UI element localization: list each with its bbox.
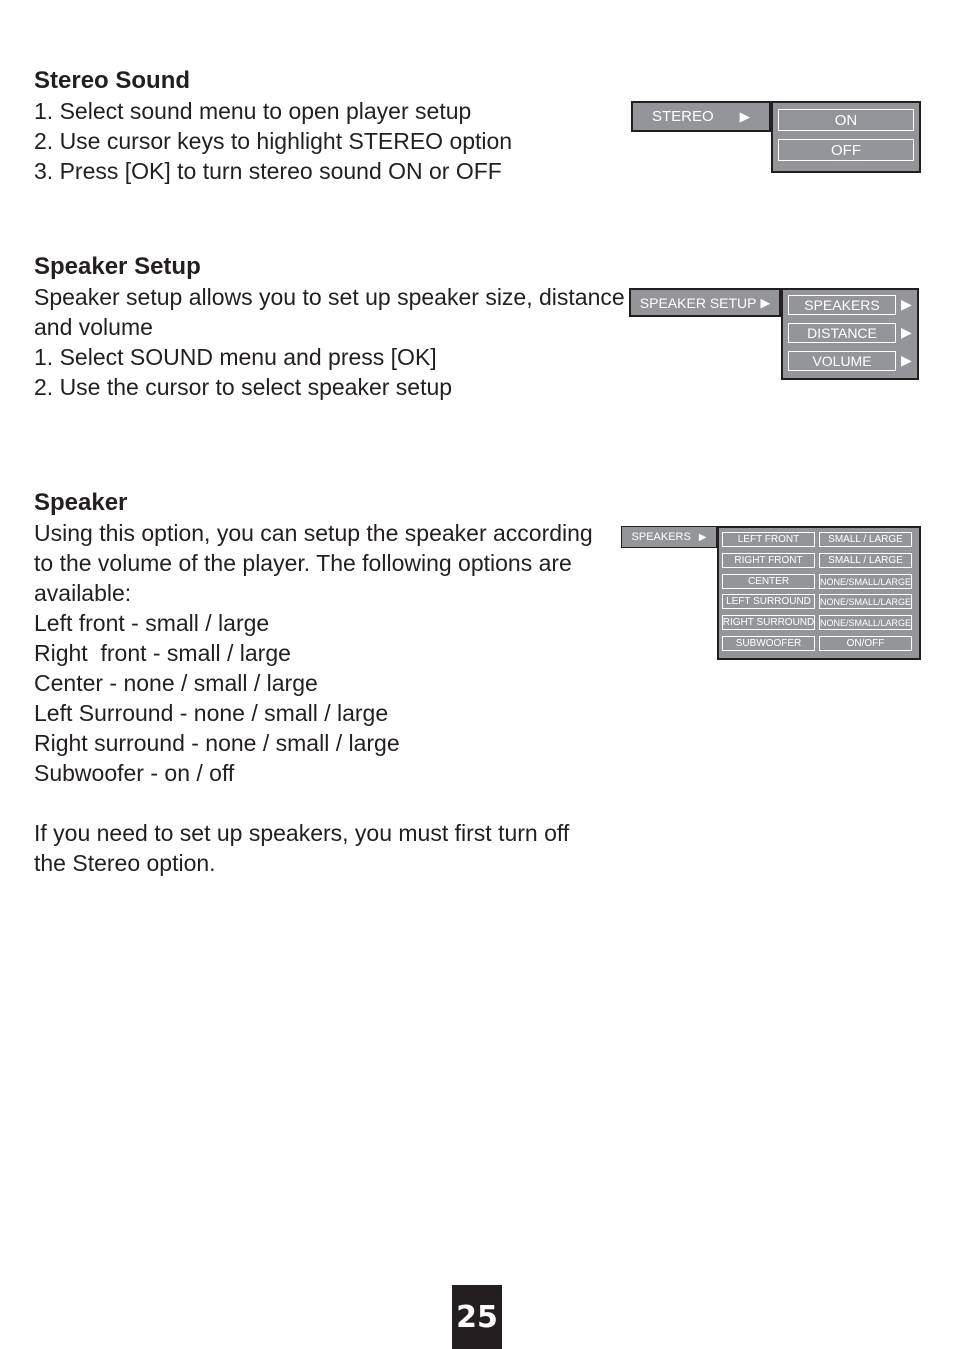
speaker-setup-options-panel — [781, 288, 919, 380]
speaker-line-9: Subwoofer - on / off — [34, 760, 235, 786]
speaker-setup-tab — [629, 288, 781, 317]
right-triangle-icon: ▶ — [760, 296, 771, 310]
speaker-line-1: Using this option, you can setup the speaker according — [34, 520, 593, 546]
speaker-row-name: CENTER — [722, 574, 815, 589]
speaker-line-4: Left front - small / large — [34, 610, 270, 636]
speaker-line-8: Right surround - none / small / large — [34, 730, 400, 756]
option-speakers: SPEAKERS — [788, 295, 896, 315]
speaker-row-value: SMALL / LARGE — [819, 532, 912, 547]
speaker-row-value: SMALL / LARGE — [819, 553, 912, 568]
speaker-line-7: Left Surround - none / small / large — [34, 700, 389, 726]
right-triangle-icon: ▶ — [901, 352, 912, 368]
speaker-row-name: RIGHT SURROUND — [722, 617, 815, 628]
stereo-sound-section — [34, 66, 512, 186]
option-volume: VOLUME — [788, 351, 896, 371]
speaker-row-name: SUBWOOFER — [722, 636, 815, 651]
speaker-note-line-2: the Stereo option. — [34, 850, 216, 876]
option-distance: DISTANCE — [788, 323, 896, 343]
speaker-line-2: to the volume of the player. The following options are — [34, 550, 572, 576]
stereo-options-panel — [771, 101, 921, 173]
stereo-option-off: OFF — [778, 139, 914, 161]
speaker-row-name: LEFT FRONT — [722, 532, 815, 547]
speaker-row-name: RIGHT FRONT — [722, 553, 815, 568]
speaker-row-value: ON/OFF — [819, 636, 912, 651]
speaker-line-3: available: — [34, 580, 132, 606]
right-triangle-icon: ▶ — [739, 108, 751, 124]
stereo-step-1: 1. Select sound menu to open player setup — [34, 98, 472, 124]
speakers-options-panel — [717, 526, 921, 660]
speaker-heading: Speaker — [34, 489, 128, 516]
right-triangle-icon: ▶ — [901, 296, 912, 312]
speaker-setup-section — [34, 252, 625, 402]
speaker-setup-line-3: 1. Select SOUND menu and press [OK] — [34, 344, 437, 370]
speaker-setup-line-1: Speaker setup allows you to set up speaker size, distance — [34, 284, 625, 310]
speaker-setup-heading: Speaker Setup — [34, 253, 201, 280]
speaker-note-line-1: If you need to set up speakers, you must first turn off — [34, 820, 570, 846]
speaker-row-value: NONE/SMALL/LARGE — [819, 594, 912, 609]
right-triangle-icon: ▶ — [901, 324, 912, 340]
stereo-step-2: 2. Use cursor keys to highlight STEREO option — [34, 128, 513, 154]
speaker-row-value: NONE/SMALL/LARGE — [819, 615, 912, 630]
stereo-option-on: ON — [778, 109, 914, 131]
right-triangle-icon: ▶ — [698, 531, 707, 543]
speaker-setup-line-2: and volume — [34, 314, 153, 340]
speaker-row-value: NONE/SMALL/LARGE — [819, 574, 912, 589]
speaker-line-5: Right front - small / large — [34, 640, 291, 666]
speaker-row-name: LEFT SURROUND — [722, 594, 815, 609]
speaker-setup-tab-label: SPEAKER SETUP — [639, 294, 757, 311]
stereo-step-3: 3. Press [OK] to turn stereo sound ON or OFF — [34, 158, 502, 184]
stereo-tab — [631, 101, 771, 132]
page-number: 25 — [452, 1285, 502, 1349]
speaker-setup-line-4: 2. Use the cursor to select speaker setup — [34, 374, 453, 400]
speaker-line-6: Center - none / small / large — [34, 670, 318, 696]
speakers-tab — [621, 526, 717, 548]
stereo-tab-label: STEREO — [651, 108, 714, 125]
speaker-section — [34, 488, 593, 878]
paragraph-gap — [34, 788, 593, 818]
speakers-tab-label: SPEAKERS — [631, 531, 691, 543]
stereo-sound-heading: Stereo Sound — [34, 67, 191, 94]
